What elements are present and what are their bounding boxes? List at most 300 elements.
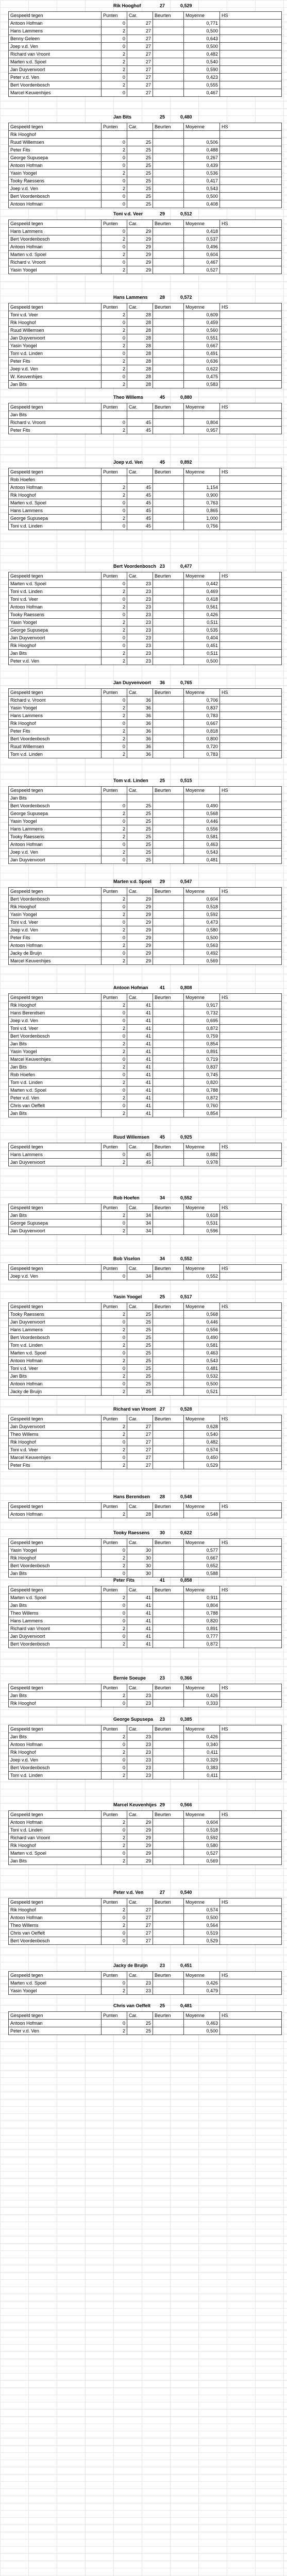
table-cell: Bert Voordenbosch: [9, 1334, 102, 1342]
table-cell: 0: [102, 162, 127, 170]
table-cell: [153, 1617, 184, 1625]
table-cell: Jan Duyvenvoort: [9, 856, 102, 864]
table-body: [9, 895, 282, 965]
table-cell: 0,900: [184, 492, 220, 499]
table-cell: 0,800: [184, 735, 220, 743]
table-cell: Jan Duyvenvoort: [9, 66, 102, 74]
table-cell: 25: [127, 1326, 153, 1334]
table-cell: 0,560: [184, 327, 220, 334]
table-cell: [153, 1438, 184, 1446]
table-cell: 0,590: [184, 66, 220, 74]
column-header: Car.: [127, 1265, 153, 1273]
player-moyenne: 0,515: [180, 778, 192, 783]
table-cell: 0,475: [184, 373, 220, 381]
table-cell: 29: [127, 903, 153, 911]
table-cell: [220, 476, 282, 484]
table-cell: Tooky Raessens: [9, 611, 102, 619]
table-row: [9, 849, 282, 856]
table-cell: 0: [102, 1937, 127, 1945]
table-cell: 29: [127, 251, 153, 259]
table-cell: [220, 934, 282, 942]
table-cell: [153, 1756, 184, 1764]
column-header: HS: [220, 1586, 282, 1594]
table-cell: [153, 499, 184, 507]
table-cell: 41: [127, 1056, 153, 1063]
table-cell: 2: [102, 1423, 127, 1431]
table-cell: 0,463: [184, 1349, 220, 1357]
table-cell: 0,267: [184, 154, 220, 162]
column-header: Car.: [127, 1143, 153, 1151]
table-cell: [153, 259, 184, 266]
table-cell: 28: [127, 334, 153, 342]
table-cell: 23: [127, 596, 153, 603]
table-cell: 0,569: [184, 957, 220, 965]
table-cell: 2: [102, 1227, 127, 1235]
table-cell: 0,500: [184, 1380, 220, 1388]
table-cell: George Supusepa: [9, 1219, 102, 1227]
table-cell: 25: [127, 818, 153, 825]
table-cell: 25: [127, 1311, 153, 1318]
table-cell: [220, 358, 282, 365]
table-row: [9, 1040, 282, 1048]
table-row: [9, 1609, 282, 1617]
player-caramboles: 23: [160, 1963, 165, 1968]
table-cell: 25: [127, 1334, 153, 1342]
column-header: Gespeeld tegen: [9, 1303, 102, 1311]
player-title: [8, 563, 281, 570]
column-header: Car.: [127, 1539, 153, 1547]
table-cell: [153, 1365, 184, 1372]
table-cell: 29: [127, 1819, 153, 1826]
table-cell: 0: [102, 1365, 127, 1372]
table-cell: [153, 1002, 184, 1009]
table-cell: Ruud Willemsen: [9, 743, 102, 751]
player-caramboles: 27: [160, 1406, 165, 1412]
table-cell: [220, 825, 282, 833]
column-header: Punten: [102, 1586, 127, 1594]
player-title: [8, 1194, 281, 1201]
table-cell: 29: [127, 926, 153, 934]
table-cell: [153, 365, 184, 373]
table-cell: 0: [102, 841, 127, 849]
table-cell: [153, 1388, 184, 1396]
table-cell: 0: [102, 1318, 127, 1326]
table-cell: 0,531: [184, 1219, 220, 1227]
table-cell: [220, 1633, 282, 1640]
table-cell: 2: [102, 603, 127, 611]
table-cell: 2: [102, 825, 127, 833]
table-cell: 23: [127, 1772, 153, 1780]
table-cell: Antoon Hofman: [9, 20, 102, 27]
table-cell: Peter Fits: [9, 427, 102, 434]
table-cell: Jan Duyvenvoort: [9, 634, 102, 642]
table-cell: [153, 1914, 184, 1922]
table-cell: [153, 311, 184, 319]
table-cell: [153, 957, 184, 965]
table-cell: [220, 381, 282, 388]
table-cell: 0: [102, 1700, 127, 1707]
table-cell: 0,418: [184, 596, 220, 603]
table-cell: Antoon Hofman: [9, 603, 102, 611]
column-header: Moyenne: [184, 12, 220, 20]
table-cell: Hans Lammens: [9, 712, 102, 720]
table-cell: 29: [127, 259, 153, 266]
table-header: [9, 12, 282, 20]
table-cell: [153, 1110, 184, 1117]
table-row: [9, 1318, 282, 1326]
table-cell: 0,788: [184, 1087, 220, 1094]
table-row: [9, 903, 282, 911]
player-name: Bernie Soeupe: [113, 1675, 146, 1681]
player-block: [8, 1889, 281, 1945]
table-row: [9, 177, 282, 185]
table-cell: Jan Bits: [9, 1602, 102, 1609]
table-cell: [153, 251, 184, 259]
table-cell: [153, 611, 184, 619]
table-cell: 28: [127, 311, 153, 319]
table-cell: 2: [102, 311, 127, 319]
table-cell: 0: [102, 950, 127, 957]
table-cell: 29: [127, 1834, 153, 1842]
table-cell: [220, 228, 282, 235]
table-cell: Marten v.d. Spoel: [9, 1594, 102, 1602]
table-row: [9, 58, 282, 66]
results-table: [8, 123, 282, 208]
table-cell: 23: [127, 1987, 153, 1995]
table-cell: 0,426: [184, 1692, 220, 1700]
table-cell: 0,592: [184, 1834, 220, 1842]
table-cell: 2: [102, 66, 127, 74]
player-title: [8, 1801, 281, 1808]
table-row: [9, 381, 282, 388]
table-cell: [102, 411, 127, 419]
table-cell: 2: [102, 1063, 127, 1071]
table-cell: 0: [102, 499, 127, 507]
column-header: HS: [220, 787, 282, 794]
table-row: [9, 1151, 282, 1159]
table-cell: [220, 743, 282, 751]
player-name: Jacky de Bruijn: [113, 1963, 148, 1968]
column-header: Beurten: [153, 1265, 184, 1273]
column-header: Beurten: [153, 220, 184, 228]
column-header: Car.: [127, 572, 153, 580]
column-header: Beurten: [153, 1725, 184, 1733]
table-cell: [220, 1002, 282, 1009]
table-cell: [153, 743, 184, 751]
table-row: [9, 1741, 282, 1749]
table-cell: 0,555: [184, 81, 220, 89]
table-row: [9, 1110, 282, 1117]
table-cell: [220, 1025, 282, 1032]
table-cell: [153, 89, 184, 97]
table-cell: 25: [127, 1365, 153, 1372]
table-cell: Hans Lammens: [9, 825, 102, 833]
table-cell: Antoon Hofman: [9, 1511, 102, 1518]
table-cell: 45: [127, 1159, 153, 1166]
table-cell: Antoon Hofman: [9, 200, 102, 208]
table-row: [9, 650, 282, 657]
table-cell: [220, 919, 282, 926]
table-cell: Hans Lammens: [9, 1326, 102, 1334]
column-header: Moyenne: [184, 572, 220, 580]
table-cell: 41: [127, 1025, 153, 1032]
table-body: [9, 311, 282, 388]
header-row: [9, 303, 282, 311]
table-cell: [153, 704, 184, 712]
header-row: [9, 403, 282, 411]
table-cell: 2: [102, 427, 127, 434]
player-title: [8, 2, 281, 9]
player-name: Yasin Yoogel: [113, 1294, 142, 1299]
table-cell: [220, 1922, 282, 1929]
table-cell: Rik Hooghof: [9, 1749, 102, 1756]
results-table: [8, 1586, 282, 1648]
table-cell: Rik Hooghof: [9, 1842, 102, 1850]
table-cell: 0: [102, 1380, 127, 1388]
table-row: [9, 1764, 282, 1772]
table-cell: [153, 1772, 184, 1780]
table-cell: Marten v.d. Spoel: [9, 1850, 102, 1857]
table-cell: Rik Hooghof: [9, 1906, 102, 1914]
table-cell: 41: [127, 1071, 153, 1079]
table-cell: 0,521: [184, 1388, 220, 1396]
results-table: [8, 1143, 282, 1166]
player-name: Theo Willems: [113, 395, 143, 400]
column-header: Gespeeld tegen: [9, 1415, 102, 1423]
table-cell: [220, 751, 282, 758]
table-cell: 41: [127, 1594, 153, 1602]
table-cell: 45: [127, 492, 153, 499]
table-cell: 0,518: [184, 1826, 220, 1834]
results-table: [8, 786, 282, 864]
table-cell: Bert Voordenbosch: [9, 1562, 102, 1570]
table-cell: 25: [127, 856, 153, 864]
table-cell: [220, 1914, 282, 1922]
table-cell: 0: [102, 350, 127, 358]
table-cell: 0,481: [184, 1365, 220, 1372]
table-cell: [184, 411, 220, 419]
column-header: Gespeeld tegen: [9, 1204, 102, 1212]
column-header: HS: [220, 1539, 282, 1547]
table-cell: 0,820: [184, 1617, 220, 1625]
table-cell: 41: [127, 1094, 153, 1102]
table-cell: 0: [102, 43, 127, 50]
table-cell: Tom v.d. Linden: [9, 1342, 102, 1349]
table-row: [9, 697, 282, 704]
table-cell: 2: [102, 911, 127, 919]
table-row: [9, 20, 282, 27]
table-cell: Toni v.d. Linden: [9, 1826, 102, 1834]
table-row: [9, 743, 282, 751]
player-name: Marten v.d. Spoel: [113, 879, 151, 884]
column-header: HS: [220, 12, 282, 20]
table-cell: [220, 895, 282, 903]
table-cell: 41: [127, 1009, 153, 1017]
column-header: Punten: [102, 1303, 127, 1311]
table-cell: [220, 1349, 282, 1357]
table-row: [9, 1454, 282, 1462]
table-cell: 41: [127, 1079, 153, 1087]
table-header: [9, 220, 282, 228]
table-cell: Ruud Willemsen: [9, 327, 102, 334]
table-cell: 34: [127, 1227, 153, 1235]
table-cell: [153, 1349, 184, 1357]
table-header: [9, 1899, 282, 1906]
table-cell: Bert Voordenbosch: [9, 1640, 102, 1648]
header-row: [9, 1503, 282, 1511]
table-cell: Marcel Keuvenhijes: [9, 1056, 102, 1063]
table-cell: 25: [127, 849, 153, 856]
table-cell: [220, 1094, 282, 1102]
table-cell: 0: [102, 1056, 127, 1063]
table-cell: 0: [102, 334, 127, 342]
table-cell: [153, 66, 184, 74]
table-row: [9, 350, 282, 358]
player-title: [8, 294, 281, 301]
player-block: [8, 563, 281, 665]
table-cell: 29: [127, 243, 153, 251]
table-cell: [153, 1048, 184, 1056]
table-cell: Hans Lammens: [9, 27, 102, 35]
player-moyenne: 0,765: [180, 680, 192, 685]
column-header: Moyenne: [184, 303, 220, 311]
table-cell: [220, 1764, 282, 1772]
player-caramboles: 36: [160, 680, 165, 685]
table-cell: 0: [102, 139, 127, 146]
table-cell: 0,408: [184, 200, 220, 208]
table-cell: Marten v.d. Spoel: [9, 58, 102, 66]
results-table: [8, 1684, 282, 1707]
table-cell: 41: [127, 1102, 153, 1110]
table-row: [9, 1640, 282, 1648]
column-header: Beurten: [153, 888, 184, 895]
table-cell: [220, 1063, 282, 1071]
player-moyenne: 0,528: [180, 1406, 192, 1412]
table-body: [9, 1311, 282, 1396]
table-cell: 0,580: [184, 1842, 220, 1850]
table-cell: 0,804: [184, 419, 220, 427]
table-cell: Joep v.d. Ven: [9, 849, 102, 856]
table-cell: [153, 162, 184, 170]
player-name: Joep v.d. Ven: [113, 460, 143, 465]
table-cell: [153, 1700, 184, 1707]
table-cell: 0,543: [184, 185, 220, 193]
table-cell: [220, 327, 282, 334]
table-cell: [220, 411, 282, 419]
table-cell: [220, 81, 282, 89]
column-header: Car.: [127, 994, 153, 1002]
table-row: [9, 427, 282, 434]
results-table: [8, 572, 282, 665]
table-row: [9, 1032, 282, 1040]
table-cell: [153, 950, 184, 957]
table-row: [9, 1850, 282, 1857]
table-row: [9, 704, 282, 712]
table-cell: [153, 1922, 184, 1929]
column-header: Gespeeld tegen: [9, 1811, 102, 1819]
table-cell: 0,551: [184, 334, 220, 342]
player-title: [8, 1493, 281, 1500]
column-header: Moyenne: [184, 1539, 220, 1547]
table-cell: [153, 193, 184, 200]
column-header: Punten: [102, 689, 127, 697]
column-header: Beurten: [153, 1972, 184, 1979]
table-cell: [153, 650, 184, 657]
column-header: Gespeeld tegen: [9, 403, 102, 411]
table-cell: Antoon Hofman: [9, 484, 102, 492]
table-cell: 0,500: [184, 934, 220, 942]
table-cell: 2: [102, 1906, 127, 1914]
table-cell: Jan Bits: [9, 381, 102, 388]
column-header: Car.: [127, 1204, 153, 1212]
table-cell: Peter v.d. Ven: [9, 74, 102, 81]
player-block: [8, 878, 281, 965]
table-cell: 36: [127, 704, 153, 712]
table-cell: 0: [102, 1454, 127, 1462]
table-row: [9, 1733, 282, 1741]
table-cell: [184, 131, 220, 139]
table-cell: [153, 1357, 184, 1365]
column-header: Car.: [127, 2012, 153, 2020]
table-row: [9, 856, 282, 864]
table-row: [9, 895, 282, 903]
table-cell: 25: [127, 825, 153, 833]
column-header: Car.: [127, 220, 153, 228]
table-cell: 28: [127, 1511, 153, 1518]
table-cell: [220, 903, 282, 911]
table-cell: 2: [102, 27, 127, 35]
column-header: HS: [220, 689, 282, 697]
table-cell: 34: [127, 1273, 153, 1280]
table-cell: [153, 1094, 184, 1102]
table-cell: 0: [102, 1826, 127, 1834]
table-cell: 45: [127, 499, 153, 507]
table-cell: Jan Duyvenvoort: [9, 1159, 102, 1166]
table-cell: [220, 1454, 282, 1462]
table-cell: 1,000: [184, 515, 220, 522]
column-header: HS: [220, 403, 282, 411]
column-header: Gespeeld tegen: [9, 1143, 102, 1151]
player-caramboles: 45: [160, 395, 165, 400]
table-cell: 0,588: [184, 1570, 220, 1578]
table-cell: [153, 1273, 184, 1280]
table-cell: [153, 1318, 184, 1326]
table-cell: 23: [127, 626, 153, 634]
table-cell: 25: [127, 2020, 153, 2027]
table-cell: 0,340: [184, 1741, 220, 1749]
table-cell: 41: [127, 1048, 153, 1056]
table-cell: Marten v.d. Spoel: [9, 1087, 102, 1094]
table-body: [9, 20, 282, 97]
player-block: [8, 1194, 281, 1235]
table-cell: [153, 266, 184, 274]
table-row: [9, 720, 282, 727]
column-header: Punten: [102, 1899, 127, 1906]
table-cell: [153, 419, 184, 427]
table-cell: Bert Voordenbosch: [9, 735, 102, 743]
table-cell: [220, 1071, 282, 1079]
header-row: [9, 220, 282, 228]
table-cell: 0,556: [184, 825, 220, 833]
table-cell: 2: [102, 1040, 127, 1048]
table-body: [9, 131, 282, 208]
table-cell: [220, 2020, 282, 2027]
table-cell: 0,532: [184, 1372, 220, 1380]
table-cell: [220, 642, 282, 650]
table-cell: Rik Hooghof: [9, 319, 102, 327]
table-row: [9, 1602, 282, 1609]
table-cell: 0,574: [184, 1446, 220, 1454]
